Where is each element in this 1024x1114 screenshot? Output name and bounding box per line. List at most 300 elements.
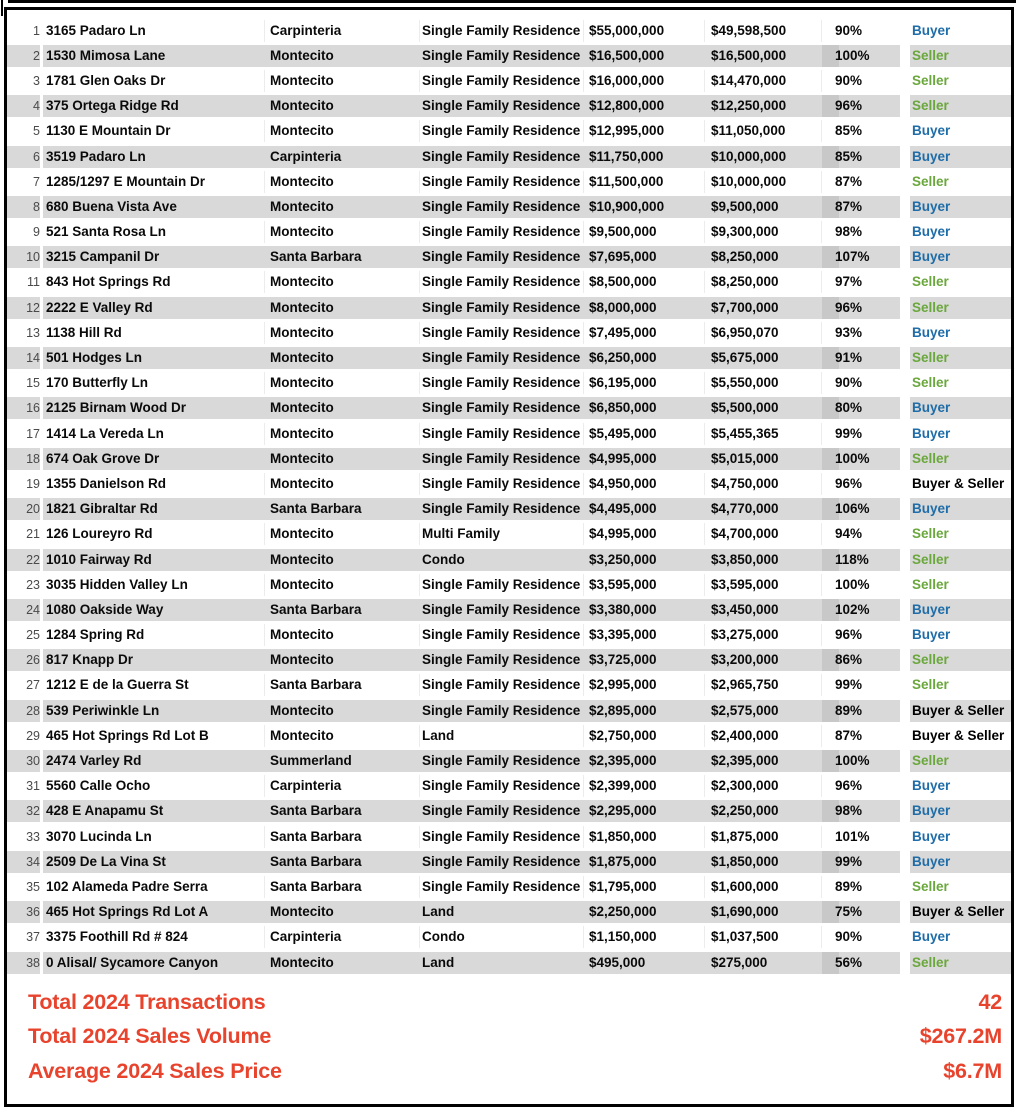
city-cell: Montecito xyxy=(264,549,419,571)
property-type-cell: Single Family Residence xyxy=(419,800,583,822)
row-number: 2 xyxy=(7,45,40,67)
city-cell: Montecito xyxy=(264,448,419,470)
property-type-cell: Single Family Residence xyxy=(419,674,583,696)
column-gap xyxy=(900,20,910,42)
rep-cell: Seller xyxy=(910,95,1011,117)
list-price-cell: $2,399,000 xyxy=(583,775,704,797)
table-row xyxy=(7,295,1011,320)
summary-value: 42 xyxy=(978,989,1002,1014)
sold-price-cell: $3,850,000 xyxy=(704,549,821,571)
rep-cell: Buyer xyxy=(910,397,1011,419)
row-number: 28 xyxy=(7,700,40,722)
column-gap xyxy=(900,775,910,797)
pct-of-list-cell: 87% xyxy=(821,725,900,747)
list-price-cell: $4,950,000 xyxy=(583,473,704,495)
table-row xyxy=(7,497,1011,522)
table-row xyxy=(7,572,1011,597)
table-row xyxy=(7,698,1011,723)
column-gap xyxy=(900,549,910,571)
table-row xyxy=(7,245,1011,270)
column-gap xyxy=(900,876,910,898)
rep-cell: Buyer & Seller xyxy=(910,901,1011,923)
city-cell: Montecito xyxy=(264,473,419,495)
row-number: 22 xyxy=(7,549,40,571)
summary-label: Total 2024 Transactions xyxy=(28,989,266,1014)
address-cell: 501 Hodges Ln xyxy=(43,347,264,369)
row-number: 4 xyxy=(7,95,40,117)
sold-price-cell: $11,050,000 xyxy=(704,120,821,142)
sold-price-cell: $5,675,000 xyxy=(704,347,821,369)
address-cell: 428 E Anapamu St xyxy=(43,800,264,822)
property-type-cell: Condo xyxy=(419,549,583,571)
city-cell: Summerland xyxy=(264,750,419,772)
table-row xyxy=(7,94,1011,119)
row-number: 13 xyxy=(26,325,40,340)
city-cell: Santa Barbara xyxy=(264,599,419,621)
column-gap xyxy=(900,347,910,369)
property-type-cell: Single Family Residence xyxy=(419,271,583,293)
pct-of-list-cell: 98% xyxy=(821,800,900,822)
sold-price-cell: $5,455,365 xyxy=(704,423,821,445)
pct-of-list-cell: 94% xyxy=(821,523,900,545)
sold-price-cell: $1,690,000 xyxy=(704,901,821,923)
city-cell: Montecito xyxy=(264,120,419,142)
column-gap xyxy=(900,624,910,646)
address-cell: 1355 Danielson Rd xyxy=(46,475,167,491)
sold-price-cell: $5,015,000 xyxy=(704,448,821,470)
pct-of-list-cell: 87% xyxy=(821,171,900,193)
rep-cell: Buyer xyxy=(912,425,951,441)
rep-cell: Buyer xyxy=(910,196,1011,218)
sold-price-cell: $1,875,000 xyxy=(704,826,821,848)
rep-cell: Buyer xyxy=(910,146,1011,168)
table-row xyxy=(7,345,1011,370)
address-cell: 3375 Foothill Rd # 824 xyxy=(46,929,188,945)
address-cell: 465 Hot Springs Rd Lot A xyxy=(43,901,264,923)
rep-cell: Seller xyxy=(912,274,949,290)
sold-price-cell: $275,000 xyxy=(704,952,821,974)
pct-of-list-cell: 106% xyxy=(821,498,900,520)
address-cell: 2222 E Valley Rd xyxy=(43,297,264,319)
property-type-cell: Single Family Residence xyxy=(419,624,583,646)
list-price-cell: $6,850,000 xyxy=(583,397,704,419)
pct-of-list-cell: 89% xyxy=(821,700,900,722)
cropped-left-border-tick xyxy=(1,0,3,16)
row-number: 26 xyxy=(7,649,40,671)
pct-of-list-cell: 96% xyxy=(821,297,900,319)
property-type-cell: Single Family Residence xyxy=(419,372,583,394)
row-number: 29 xyxy=(26,728,40,743)
property-type-cell: Single Family Residence xyxy=(419,649,583,671)
property-type-cell: Single Family Residence xyxy=(419,322,583,344)
column-gap xyxy=(900,372,910,394)
column-gap xyxy=(900,649,910,671)
sold-price-cell: $1,850,000 xyxy=(704,851,821,873)
table-row xyxy=(7,371,1011,396)
rep-cell: Buyer xyxy=(912,224,951,240)
city-cell: Santa Barbara xyxy=(264,498,419,520)
sold-price-cell: $7,700,000 xyxy=(704,297,821,319)
column-gap xyxy=(900,599,910,621)
property-type-cell: Single Family Residence xyxy=(419,196,583,218)
column-gap xyxy=(900,523,910,545)
row-number: 17 xyxy=(26,426,40,441)
rep-cell: Buyer xyxy=(912,929,951,945)
property-type-cell: Land xyxy=(419,901,583,923)
address-cell: 5560 Calle Ocho xyxy=(46,778,151,794)
city-cell: Montecito xyxy=(264,649,419,671)
rep-cell: Seller xyxy=(912,677,949,693)
rep-cell: Seller xyxy=(910,45,1011,67)
city-cell: Montecito xyxy=(264,221,419,243)
city-cell: Montecito xyxy=(264,397,419,419)
property-type-cell: Single Family Residence xyxy=(419,599,583,621)
pct-of-list-cell: 96% xyxy=(821,775,900,797)
rep-cell: Buyer & Seller xyxy=(912,475,1005,491)
summary-row-average xyxy=(7,1054,1011,1089)
table-row xyxy=(7,144,1011,169)
row-number: 10 xyxy=(7,246,40,268)
pct-of-list-cell: 100% xyxy=(821,750,900,772)
table-row xyxy=(7,723,1011,748)
property-type-cell: Single Family Residence xyxy=(419,45,583,67)
row-number: 5 xyxy=(33,124,40,139)
sold-price-cell: $3,595,000 xyxy=(704,574,821,596)
list-price-cell: $2,995,000 xyxy=(583,674,704,696)
rep-cell: Seller xyxy=(910,952,1011,974)
pct-of-list-cell: 99% xyxy=(821,674,900,696)
row-number: 19 xyxy=(26,476,40,491)
column-gap xyxy=(900,70,910,92)
list-price-cell: $7,495,000 xyxy=(583,322,704,344)
city-cell: Montecito xyxy=(264,624,419,646)
pct-of-list-cell: 100% xyxy=(821,574,900,596)
rep-cell: Seller xyxy=(910,297,1011,319)
rep-cell: Buyer xyxy=(910,800,1011,822)
address-cell: 3165 Padaro Ln xyxy=(46,22,146,38)
pct-of-list-cell: 99% xyxy=(821,851,900,873)
list-price-cell: $8,500,000 xyxy=(583,271,704,293)
property-type-cell: Single Family Residence xyxy=(419,851,583,873)
city-cell: Santa Barbara xyxy=(264,826,419,848)
city-cell: Montecito xyxy=(264,725,419,747)
table-row xyxy=(7,43,1011,68)
sold-price-cell: $2,395,000 xyxy=(704,750,821,772)
address-cell: 1138 Hill Rd xyxy=(46,324,122,340)
city-cell: Santa Barbara xyxy=(264,800,419,822)
address-cell: 2474 Varley Rd xyxy=(43,750,264,772)
list-price-cell: $55,000,000 xyxy=(583,20,704,42)
property-type-cell: Single Family Residence xyxy=(419,473,583,495)
address-cell: 0 Alisal/ Sycamore Canyon xyxy=(43,952,264,974)
rep-cell: Seller xyxy=(910,750,1011,772)
row-number: 37 xyxy=(26,930,40,945)
table-row xyxy=(7,900,1011,925)
property-type-cell: Multi Family xyxy=(419,523,583,545)
column-gap xyxy=(900,120,910,142)
list-price-cell: $1,150,000 xyxy=(583,926,704,948)
list-price-cell: $3,250,000 xyxy=(583,549,704,571)
list-price-cell: $2,750,000 xyxy=(583,725,704,747)
address-cell: 1010 Fairway Rd xyxy=(43,549,264,571)
city-cell: Montecito xyxy=(264,45,419,67)
pct-of-list-cell: 107% xyxy=(821,246,900,268)
summary-value: $267.2M xyxy=(919,1024,1002,1049)
row-number: 31 xyxy=(26,779,40,794)
table-row xyxy=(7,169,1011,194)
list-price-cell: $4,495,000 xyxy=(583,498,704,520)
sold-price-cell: $2,965,750 xyxy=(704,674,821,696)
column-gap xyxy=(900,700,910,722)
property-type-cell: Single Family Residence xyxy=(419,171,583,193)
list-price-cell: $6,250,000 xyxy=(583,347,704,369)
city-cell: Montecito xyxy=(264,196,419,218)
row-number: 25 xyxy=(26,628,40,643)
city-cell: Montecito xyxy=(264,523,419,545)
sold-price-cell: $49,598,500 xyxy=(704,20,821,42)
property-type-cell: Single Family Residence xyxy=(419,700,583,722)
property-type-cell: Single Family Residence xyxy=(419,750,583,772)
column-gap xyxy=(900,45,910,67)
rep-cell: Seller xyxy=(912,576,949,592)
row-number: 3 xyxy=(33,73,40,88)
table-row xyxy=(7,547,1011,572)
pct-of-list-cell: 87% xyxy=(821,196,900,218)
summary-label: Total 2024 Sales Volume xyxy=(28,1024,272,1049)
pct-of-list-cell: 90% xyxy=(821,70,900,92)
list-price-cell: $1,875,000 xyxy=(583,851,704,873)
city-cell: Montecito xyxy=(264,171,419,193)
table-row xyxy=(7,522,1011,547)
list-price-cell: $3,595,000 xyxy=(583,574,704,596)
city-cell: Montecito xyxy=(264,347,419,369)
list-price-cell: $6,195,000 xyxy=(583,372,704,394)
city-cell: Santa Barbara xyxy=(264,851,419,873)
city-cell: Santa Barbara xyxy=(264,876,419,898)
sold-price-cell: $8,250,000 xyxy=(704,271,821,293)
city-cell: Carpinteria xyxy=(264,146,419,168)
pct-of-list-cell: 96% xyxy=(821,624,900,646)
column-gap xyxy=(900,246,910,268)
row-number: 34 xyxy=(7,851,40,873)
address-cell: 674 Oak Grove Dr xyxy=(43,448,264,470)
sold-price-cell: $8,250,000 xyxy=(704,246,821,268)
city-cell: Carpinteria xyxy=(264,775,419,797)
pct-of-list-cell: 90% xyxy=(821,20,900,42)
row-number: 18 xyxy=(7,448,40,470)
rep-cell: Seller xyxy=(910,649,1011,671)
address-cell: 1285/1297 E Mountain Dr xyxy=(46,173,206,189)
city-cell: Santa Barbara xyxy=(264,674,419,696)
row-number: 16 xyxy=(7,397,40,419)
address-cell: 3070 Lucinda Ln xyxy=(46,828,152,844)
list-price-cell: $3,395,000 xyxy=(583,624,704,646)
address-cell: 465 Hot Springs Rd Lot B xyxy=(46,727,209,743)
pct-of-list-cell: 101% xyxy=(821,826,900,848)
table-row xyxy=(7,950,1011,975)
property-type-cell: Single Family Residence xyxy=(419,498,583,520)
address-cell: 2509 De La Vina St xyxy=(43,851,264,873)
pct-of-list-cell: 86% xyxy=(821,649,900,671)
table-row xyxy=(7,648,1011,673)
table-row xyxy=(7,799,1011,824)
city-cell: Montecito xyxy=(264,297,419,319)
table-row xyxy=(7,597,1011,622)
row-number: 7 xyxy=(33,174,40,189)
city-cell: Santa Barbara xyxy=(264,246,419,268)
column-gap xyxy=(900,297,910,319)
sold-price-cell: $3,450,000 xyxy=(704,599,821,621)
sold-price-cell: $10,000,000 xyxy=(704,171,821,193)
address-cell: 1781 Glen Oaks Dr xyxy=(46,72,166,88)
pct-of-list-cell: 89% xyxy=(821,876,900,898)
sold-price-cell: $1,037,500 xyxy=(704,926,821,948)
column-gap xyxy=(900,448,910,470)
property-type-cell: Single Family Residence xyxy=(419,397,583,419)
column-gap xyxy=(900,423,910,445)
city-cell: Montecito xyxy=(264,95,419,117)
address-cell: 170 Butterfly Ln xyxy=(46,375,149,391)
table-row xyxy=(7,396,1011,421)
column-gap xyxy=(900,397,910,419)
column-gap xyxy=(900,826,910,848)
row-number: 30 xyxy=(7,750,40,772)
pct-of-list-cell: 75% xyxy=(821,901,900,923)
pct-of-list-cell: 93% xyxy=(821,322,900,344)
list-price-cell: $11,750,000 xyxy=(583,146,704,168)
table-row xyxy=(7,18,1011,43)
sold-price-cell: $10,000,000 xyxy=(704,146,821,168)
rep-cell: Seller xyxy=(910,549,1011,571)
pct-of-list-cell: 96% xyxy=(821,95,900,117)
list-price-cell: $9,500,000 xyxy=(583,221,704,243)
sold-price-cell: $12,250,000 xyxy=(704,95,821,117)
column-gap xyxy=(900,171,910,193)
rep-cell: Seller xyxy=(912,173,949,189)
table-row xyxy=(7,824,1011,849)
list-price-cell: $4,995,000 xyxy=(583,523,704,545)
city-cell: Montecito xyxy=(264,70,419,92)
rep-cell: Seller xyxy=(912,375,949,391)
table-row xyxy=(7,194,1011,219)
address-cell: 843 Hot Springs Rd xyxy=(46,274,171,290)
sold-price-cell: $9,500,000 xyxy=(704,196,821,218)
pct-of-list-cell: 91% xyxy=(821,347,900,369)
row-number: 11 xyxy=(27,275,40,290)
summary-block xyxy=(7,985,1011,1089)
table-row xyxy=(7,673,1011,698)
table-row xyxy=(7,774,1011,799)
list-price-cell: $11,500,000 xyxy=(583,171,704,193)
pct-of-list-cell: 56% xyxy=(821,952,900,974)
list-price-cell: $7,695,000 xyxy=(583,246,704,268)
list-price-cell: $5,495,000 xyxy=(583,423,704,445)
column-gap xyxy=(900,322,910,344)
table-row xyxy=(7,623,1011,648)
address-cell: 1530 Mimosa Lane xyxy=(43,45,264,67)
property-type-cell: Single Family Residence xyxy=(419,775,583,797)
city-cell: Montecito xyxy=(264,901,419,923)
row-number: 14 xyxy=(7,347,40,369)
row-number: 1 xyxy=(33,23,40,38)
list-price-cell: $12,800,000 xyxy=(583,95,704,117)
city-cell: Carpinteria xyxy=(264,20,419,42)
property-type-cell: Single Family Residence xyxy=(419,876,583,898)
table-row xyxy=(7,748,1011,773)
list-price-cell: $16,000,000 xyxy=(583,70,704,92)
list-price-cell: $1,850,000 xyxy=(583,826,704,848)
sold-price-cell: $6,950,070 xyxy=(704,322,821,344)
rep-cell: Buyer xyxy=(912,123,951,139)
property-type-cell: Single Family Residence xyxy=(419,20,583,42)
rep-cell: Buyer xyxy=(912,778,951,794)
address-cell: 3035 Hidden Valley Ln xyxy=(46,576,188,592)
list-price-cell: $1,795,000 xyxy=(583,876,704,898)
list-price-cell: $2,295,000 xyxy=(583,800,704,822)
rep-cell: Buyer xyxy=(910,246,1011,268)
sold-price-cell: $4,770,000 xyxy=(704,498,821,520)
row-number: 27 xyxy=(26,678,40,693)
property-type-cell: Single Family Residence xyxy=(419,70,583,92)
rep-cell: Seller xyxy=(912,526,949,542)
pct-of-list-cell: 85% xyxy=(821,120,900,142)
column-gap xyxy=(900,146,910,168)
address-cell: 1821 Gibraltar Rd xyxy=(43,498,264,520)
list-price-cell: $10,900,000 xyxy=(583,196,704,218)
summary-label: Average 2024 Sales Price xyxy=(28,1058,282,1083)
city-cell: Montecito xyxy=(264,372,419,394)
city-cell: Montecito xyxy=(264,700,419,722)
rep-cell: Seller xyxy=(912,878,949,894)
list-price-cell: $495,000 xyxy=(583,952,704,974)
list-price-cell: $2,895,000 xyxy=(583,700,704,722)
column-gap xyxy=(900,473,910,495)
address-cell: 817 Knapp Dr xyxy=(43,649,264,671)
row-number: 15 xyxy=(26,376,40,391)
address-cell: 1130 E Mountain Dr xyxy=(46,123,171,139)
table-row xyxy=(7,446,1011,471)
row-number: 9 xyxy=(33,225,40,240)
column-gap xyxy=(900,952,910,974)
pct-of-list-cell: 96% xyxy=(821,473,900,495)
list-price-cell: $3,725,000 xyxy=(583,649,704,671)
list-price-cell: $2,250,000 xyxy=(583,901,704,923)
list-price-cell: $3,380,000 xyxy=(583,599,704,621)
list-price-cell: $12,995,000 xyxy=(583,120,704,142)
sold-price-cell: $5,550,000 xyxy=(704,372,821,394)
cropped-top-border-line xyxy=(8,0,1016,3)
column-gap xyxy=(900,271,910,293)
column-gap xyxy=(900,674,910,696)
rep-cell: Seller xyxy=(910,347,1011,369)
column-gap xyxy=(900,725,910,747)
pct-of-list-cell: 85% xyxy=(821,146,900,168)
address-cell: 680 Buena Vista Ave xyxy=(43,196,264,218)
summary-value: $6.7M xyxy=(943,1058,1002,1083)
table-row xyxy=(7,471,1011,496)
address-cell: 1284 Spring Rd xyxy=(46,627,145,643)
sold-price-cell: $2,300,000 xyxy=(704,775,821,797)
sold-price-cell: $3,275,000 xyxy=(704,624,821,646)
rep-cell: Buyer xyxy=(910,599,1011,621)
column-gap xyxy=(900,926,910,948)
summary-row-volume xyxy=(7,1020,1011,1055)
city-cell: Montecito xyxy=(264,574,419,596)
sold-price-cell: $14,470,000 xyxy=(704,70,821,92)
table-row xyxy=(7,874,1011,899)
column-gap xyxy=(900,800,910,822)
row-number: 24 xyxy=(7,599,40,621)
